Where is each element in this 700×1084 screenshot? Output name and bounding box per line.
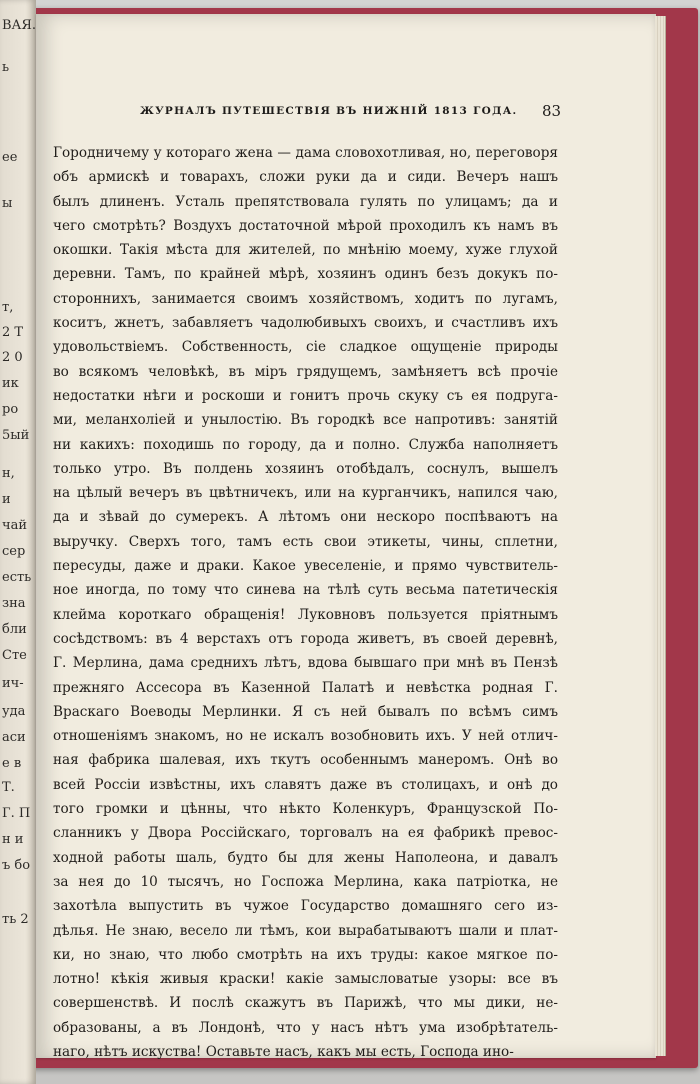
left-page-fragment: н и (2, 832, 24, 847)
text-line: окошки. Такія мѣста для жителей, по мнѣнію моему, хуже глухой (53, 242, 558, 259)
text-line: образованы, а въ Лондонѣ, что у насъ нѣтъ ума изобрѣтатель- (53, 1019, 558, 1036)
left-page-edge (0, 0, 36, 1084)
text-line: объ армискѣ и товарахъ, сложи руки да и сиди. Вечеръ нашъ (53, 169, 558, 186)
text-line: коситъ, жнетъ, забавляетъ чадолюбивыхъ своихъ, и счастливъ ихъ (53, 315, 558, 332)
text-line: сосѣдствомъ: въ 4 верстахъ отъ города живетъ, въ своей деревнѣ, (53, 630, 558, 647)
book-page (36, 14, 656, 1058)
left-page-fragment: бли (2, 622, 27, 637)
left-page-fragment: ь (2, 60, 10, 75)
text-line: дѣлья. Не знаю, весело ли тѣмъ, кои вырабатываютъ шали и плат- (53, 922, 558, 939)
left-page-fragment: Сте (2, 648, 27, 663)
text-line: былъ длиненъ. Усталь препятствовала гулять по улицамъ; да и (53, 193, 558, 210)
text-line: удовольствіемъ. Собственность, сіе сладкое ощущеніе природы (53, 339, 558, 356)
page-edges (655, 16, 666, 1056)
text-line: недостатки нѣги и роскоши и гонитъ прочь скуку съ ея подруга- (53, 387, 558, 404)
left-page-fragment: 2 Т (2, 325, 24, 340)
left-page-fragment: 2 0 (2, 350, 23, 365)
text-line: ми, меланхоліей и унылостію. Въ городкѣ все напротивъ: занятій (53, 412, 558, 429)
text-line: ни какихъ: походишь по городу, да и полно. Служба наполняетъ (53, 436, 558, 453)
left-page-fragment: е в (2, 756, 22, 771)
left-page-fragment: уда (2, 704, 26, 719)
left-page-fragment: ик (2, 376, 19, 391)
text-line: того громки и цѣнны, что нѣкто Коленкуръ, Французской По- (53, 801, 558, 818)
text-line: отношеніямъ знакомъ, но не искалъ возобновить ихъ. У ней отлич- (53, 728, 558, 745)
text-line: ное иногда, по тому что синева на тѣлѣ суть весьма патетическія (53, 582, 558, 599)
left-page-fragment: Г. П (2, 806, 31, 821)
left-page-fragment: есть (2, 570, 32, 585)
text-line: прежняго Ассесора въ Казенной Палатѣ и невѣстка родная Г. (53, 679, 558, 696)
left-page-fragment: н, (2, 466, 15, 481)
left-page-fragment: ть 2 (2, 912, 29, 927)
left-page-fragment: ее (2, 150, 18, 165)
text-line: пересуды, даже и драки. Какое увеселеніе, и прямо чувствитель- (53, 558, 558, 575)
text-line: Г. Мерлина, дама среднихъ лѣтъ, вдова бывшаго при мнѣ въ Пензѣ (53, 655, 558, 672)
text-line: ки, но знаю, что любо смотрѣть на ихъ труды: какое мягкое по- (53, 946, 558, 963)
left-page-fragment: ы (2, 196, 13, 211)
left-page-fragment: аси (2, 730, 26, 745)
text-line: сланникъ у Двора Россійскаго, торговалъ на ея фабрикѣ превос- (53, 825, 558, 842)
text-line: ная фабрика шалевая, ихъ ткутъ особеннымъ манеромъ. Онѣ во (53, 752, 558, 769)
text-line: Враскаго Воеводы Мерлинки. Я съ ней бывалъ по всѣмъ симъ (53, 703, 558, 720)
text-line: выручку. Сверхъ того, тамъ есть свои этикеты, чины, сплетни, (53, 533, 558, 550)
left-page-fragment: и (2, 492, 11, 507)
text-line: захотѣла выпустить въ чужое Государство домашняго сего из- (53, 898, 558, 915)
text-line: чего смотрѣть? Воздухъ достаточной мѣрой проходилъ къ намъ въ (53, 217, 558, 234)
left-page-fragment: сер (2, 544, 26, 559)
text-line: наго, нѣтъ искуства! Оставьте насъ, какъ мы есть, Господа ино- (53, 1043, 514, 1060)
text-line: лотно! кѣкія живыя краски! какіе замысловатые узоры: все въ (53, 971, 558, 988)
text-line: на цѣлый вечеръ въ цвѣтничекъ, или на курганчикъ, напился чаю, (53, 485, 558, 502)
text-line: Городничему у котораго жена — дама словохотливая, но, переговоря (53, 145, 558, 161)
text-line: деревни. Тамъ, по крайней мѣрѣ, хозяинъ одинъ безъ докукъ по- (53, 266, 558, 283)
left-page-fragment: т, (2, 300, 14, 315)
text-line: клейма короткаго обращенія! Луковновъ пользуется пріятнымъ (53, 606, 558, 623)
left-page-fragment: ВАЯ. (2, 18, 36, 33)
running-head: ЖУРНАЛЪ ПУТЕШЕСТВІЯ ВЪ НИЖНІЙ 1813 ГОДА. (140, 105, 518, 117)
text-line: стороннихъ, занимается своимъ хозяйствомъ, ходитъ по лугамъ, (53, 290, 558, 307)
left-page-fragment: ъ бо (2, 858, 31, 873)
text-line: только утро. Въ полдень хозяинъ отобѣдалъ, соснулъ, вышелъ (53, 460, 558, 477)
left-page-fragment: ич- (2, 676, 24, 691)
left-page-fragment: зна (2, 596, 26, 611)
text-line: всей Россіи извѣстны, ихъ славятъ даже въ столицахъ, и онѣ до (53, 776, 558, 793)
text-line: ходной работы шаль, будто бы для жены Наполеона, и давалъ (53, 849, 558, 866)
text-line: за нея до 10 тысячъ, но Госпожа Мерлина, кака патріотка, не (53, 873, 558, 890)
body-text (53, 141, 558, 1064)
left-page-fragment: ро (2, 402, 19, 417)
page-number: 83 (542, 102, 562, 120)
left-page-fragment: 5ый (2, 428, 30, 443)
text-line: да и зѣвай до сумерекъ. А лѣтомъ они нескоро поспѣваютъ на (53, 509, 558, 526)
left-page-fragment: Т. (2, 780, 15, 795)
text-line: во всякомъ человѣкѣ, въ міръ грядущемъ, замѣняетъ всѣ прочіе (53, 363, 558, 380)
left-page-fragment: чай (2, 518, 28, 533)
text-line: совершенствѣ. И послѣ скажутъ въ Парижѣ, что мы дики, не- (53, 995, 558, 1012)
